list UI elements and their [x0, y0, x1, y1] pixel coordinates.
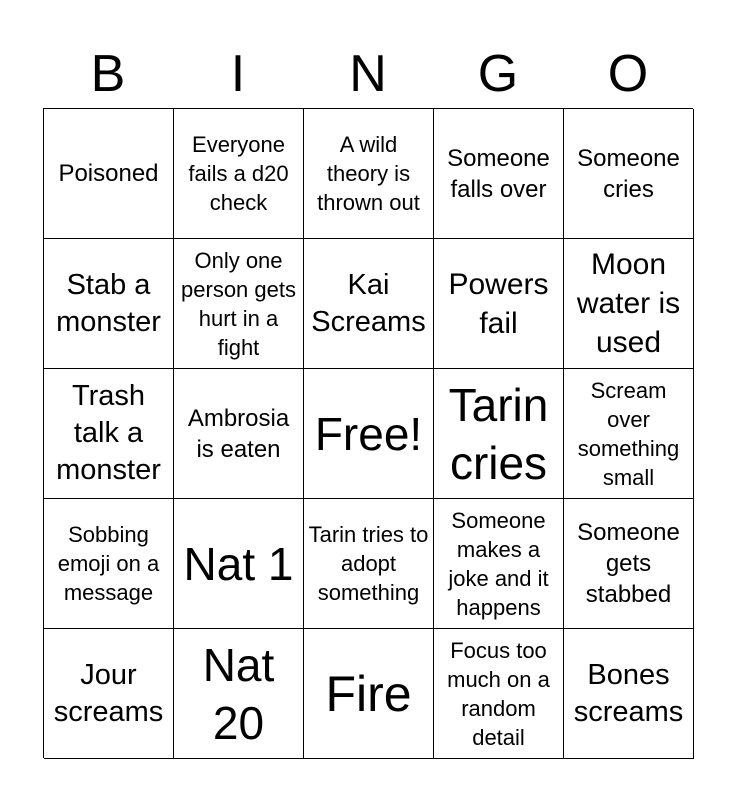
- cell-text: Bones screams: [573, 658, 684, 728]
- cell-text: Scream over something small: [577, 377, 680, 490]
- bingo-cell-r1-c3[interactable]: [304, 109, 434, 239]
- bingo-cell-r1-c2[interactable]: [174, 109, 304, 239]
- bingo-cell-r3-c5[interactable]: [564, 369, 694, 499]
- cell-text: Nat 20: [202, 638, 275, 749]
- bingo-cell-r3-c2[interactable]: [174, 369, 304, 499]
- bingo-cell-r1-c5[interactable]: [564, 109, 694, 239]
- bingo-cell-r1-c4[interactable]: [434, 109, 564, 239]
- bingo-cell-r2-c4[interactable]: [434, 239, 564, 369]
- header-letter-b: B: [90, 45, 126, 103]
- cell-text: Someone cries: [577, 144, 680, 203]
- cell-text: Ambrosia is eaten: [187, 404, 290, 463]
- bingo-cell-r5-c4[interactable]: [434, 629, 564, 759]
- header-letter-i: I: [230, 45, 246, 103]
- bingo-cell-r4-c3[interactable]: [304, 499, 434, 629]
- cell-text: Only one person gets hurt in a fight: [181, 247, 296, 360]
- cell-text: Someone gets stabbed: [577, 519, 680, 608]
- bingo-header: [43, 40, 693, 108]
- cell-text: A wild theory is thrown out: [317, 132, 420, 215]
- bingo-cell-r4-c2[interactable]: [174, 499, 304, 629]
- bingo-cell-r1-c1[interactable]: [44, 109, 174, 239]
- cell-text: Fire: [325, 665, 412, 722]
- bingo-cell-r2-c1[interactable]: [44, 239, 174, 369]
- cell-text: Everyone fails a d20 check: [188, 132, 289, 215]
- cell-text: Stab a monster: [56, 268, 161, 338]
- cell-text: Jour screams: [53, 658, 164, 728]
- cell-text: Powers fail: [448, 267, 549, 340]
- bingo-cell-r5-c1[interactable]: [44, 629, 174, 759]
- bingo-cell-r4-c1[interactable]: [44, 499, 174, 629]
- cell-text: Tarin tries to adopt something: [308, 522, 429, 605]
- cell-text: Trash talk a monster: [56, 380, 161, 486]
- bingo-cell-r4-c5[interactable]: [564, 499, 694, 629]
- cell-text: Tarin cries: [448, 378, 549, 489]
- header-letter-n: N: [349, 45, 387, 103]
- bingo-cell-r5-c5[interactable]: [564, 629, 694, 759]
- header-letter-o: O: [607, 45, 649, 103]
- bingo-cell-r5-c3[interactable]: [304, 629, 434, 759]
- cell-text: Poisoned: [58, 160, 159, 187]
- header-letter-g: G: [477, 45, 519, 103]
- bingo-board: [43, 108, 693, 758]
- cell-text: Moon water is used: [576, 248, 681, 359]
- cell-text: Focus too much on a random detail: [447, 637, 550, 750]
- cell-text: Nat 1: [183, 537, 294, 590]
- bingo-cell-r2-c5[interactable]: [564, 239, 694, 369]
- cell-text: Someone makes a joke and it happens: [448, 507, 549, 620]
- bingo-cell-r3-c3[interactable]: [304, 369, 434, 499]
- free-space: Free!: [314, 407, 423, 460]
- bingo-cell-r2-c2[interactable]: [174, 239, 304, 369]
- cell-text: Sobbing emoji on a message: [57, 522, 160, 605]
- cell-text: Someone falls over: [447, 144, 550, 203]
- bingo-cell-r4-c4[interactable]: [434, 499, 564, 629]
- bingo-cell-r2-c3[interactable]: [304, 239, 434, 369]
- bingo-cell-r3-c4[interactable]: [434, 369, 564, 499]
- bingo-cell-r3-c1[interactable]: [44, 369, 174, 499]
- cell-text: Kai Screams: [311, 268, 426, 338]
- bingo-cell-r5-c2[interactable]: [174, 629, 304, 759]
